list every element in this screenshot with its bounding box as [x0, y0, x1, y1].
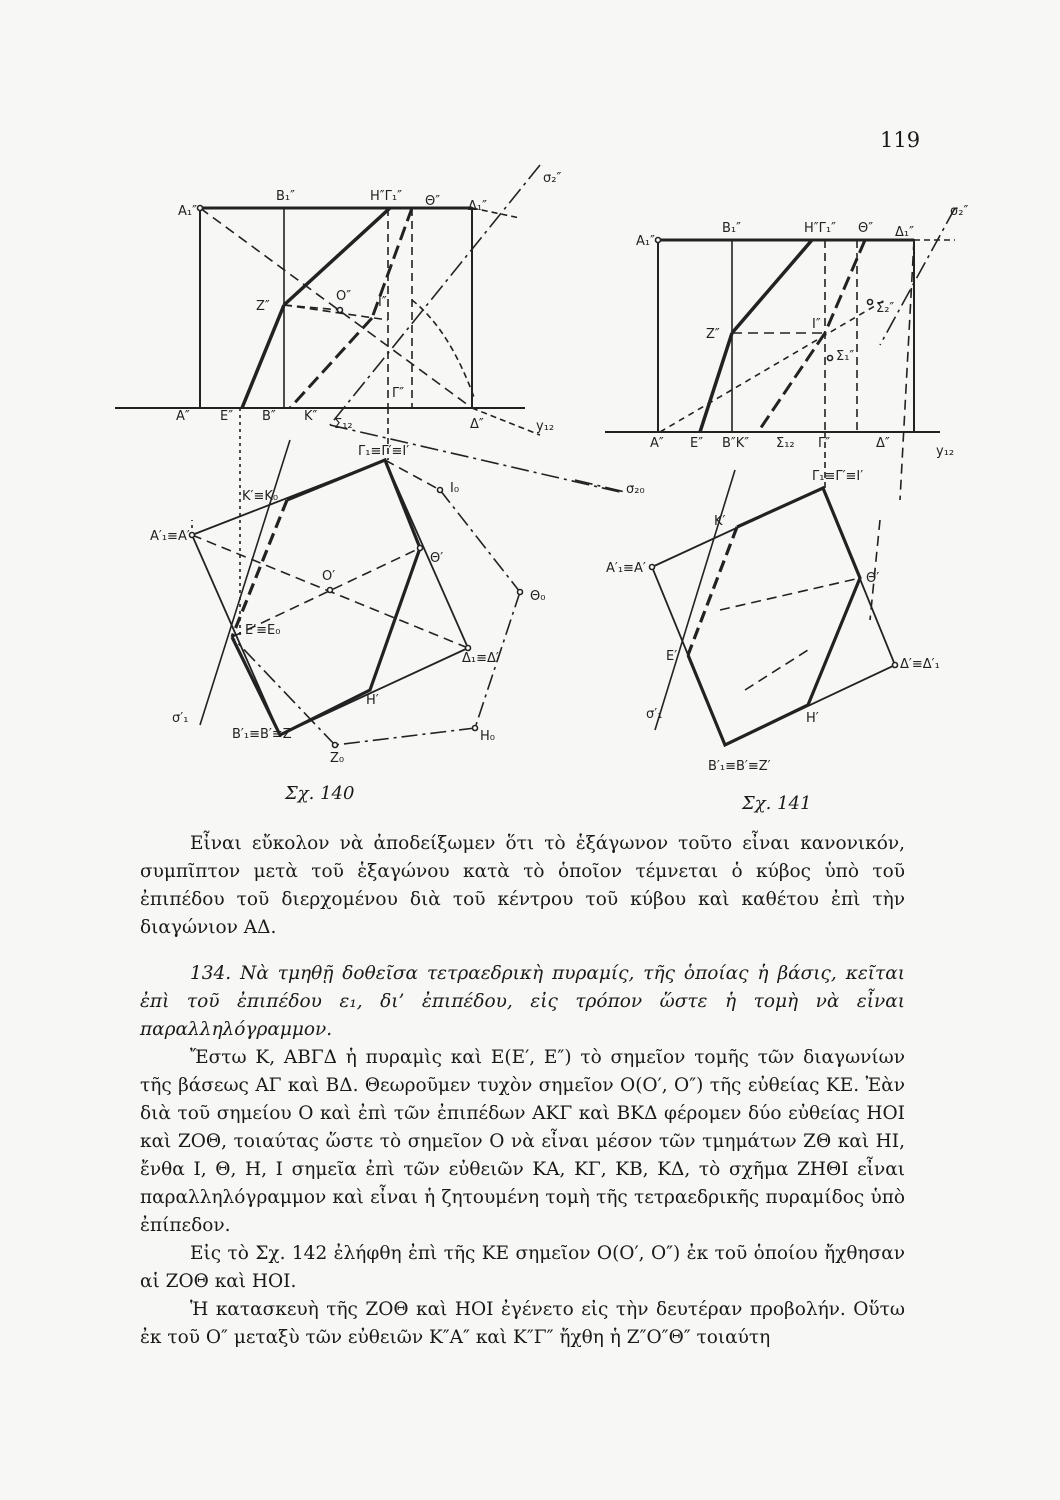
fig141-label: Ε′ [666, 649, 678, 664]
fig140-label: Γ″ [392, 386, 405, 401]
fig140-label: Θ′ [430, 551, 444, 566]
fig140-label: Γ₁≡Γ′≡Ι′ [358, 444, 410, 459]
fig141-label: σ′₁ [646, 707, 663, 722]
fig140-label: Β′₁≡Β′≡Ζ′ [232, 727, 295, 742]
fig141-label: Θ′ [866, 571, 880, 586]
fig140-label: Ζ₀ [330, 751, 345, 766]
fig140-label: Ζ″ [256, 299, 270, 314]
paragraph-1: Εἶναι εὔκολον νὰ ἀποδείξωμεν ὅτι τὸ ἑξάγωνον τοῦτο εἶναι κανονικόν, συμπῖπτον μετὰ τοῦ ἑξαγώνου κατὰ τὸ ὁποῖον τέμνεται ὁ κύβος ὑπὸ τοῦ ἐπιπέδου τοῦ διερχομένου διὰ τοῦ κέντρου τοῦ κύβου καὶ καθέτου ἐπὶ τὴν διαγώνιον ΑΔ. [140, 833, 905, 938]
fig140-label: Δ″ [470, 417, 484, 432]
fig141-label: Κ′ [714, 514, 726, 529]
fig141-label: σ₂″ [950, 204, 969, 219]
figure-140-caption: Σχ. 140 [285, 783, 355, 804]
paragraph-3: Εἰς τὸ Σχ. 142 ἐλήφθη ἐπὶ τῆς ΚΕ σημεῖον Ο(Ο′, Ο″) ἐκ τοῦ ὁποίου ἤχθησαν αἱ ΖΟΘ καὶ ΗΟΙ. [140, 1243, 905, 1292]
fig141-label: Γ₁≡Γ′≡Ι′ [812, 469, 864, 484]
fig141-label: Ι″ [812, 317, 821, 332]
fig141-label: Η″Γ₁″ [804, 221, 836, 236]
fig140-label: B₁″ [276, 189, 295, 204]
fig140-label: Θ″ [425, 194, 441, 209]
fig141-label: Δ₁″ [895, 225, 914, 240]
fig141-label: y₁₂ [936, 444, 955, 459]
fig140-label: A₁″ [178, 204, 197, 219]
fig141-label: B₁″ [722, 221, 741, 236]
fig140-label: Ι₀ [450, 481, 460, 496]
fig140-label: Ο′ [322, 569, 336, 584]
figure-140-labels [150, 171, 645, 766]
fig140-label: Α′₁≡Α′ [150, 529, 190, 544]
fig140-label: Η″Γ₁″ [370, 189, 402, 204]
fig140-label: Β″ [262, 409, 276, 424]
fig140-label: Κ″ [304, 409, 318, 424]
fig140-label: Ε′≡Ε₀ [245, 623, 281, 638]
fig140-label: Η₀ [480, 729, 495, 744]
paragraph-2: Ἔστω Κ, ΑΒΓΔ ἡ πυραμὶς καὶ Ε(Ε′, Ε″) τὸ σημεῖον τομῆς τῶν διαγωνίων τῆς βάσεως ΑΓ καὶ ΒΔ. Θεωροῦμεν τυχὸν σημεῖον Ο(Ο′, Ο″) τῆς εὐθείας ΚΕ. Ἐὰν διὰ τοῦ σημείου Ο καὶ ἐπὶ τῶν ἐπιπέδων ΑΚΓ καὶ ΒΚΔ φέρομεν δύο εὐθείας ΗΟΙ καὶ ΖΟΘ, τοιαύτας ὥστε τὸ σημεῖον Ο νὰ εἶναι μέσον τῶν τμημάτων ΖΘ καὶ ΗΙ, ἔνθα Ι, Θ, Η, Ι σημεῖα ἐπὶ τῶν εὐθειῶν ΚΑ, ΚΓ, ΚΒ, ΚΔ, τὸ σχῆμα ΖΗΘΙ εἶναι παραλληλόγραμμον καὶ εἶναι ἡ ζητουμένη τομὴ τῆς τετραεδρικῆς πυραμίδος ὑπὸ ἐπίπεδον. [140, 1047, 905, 1236]
fig141-label: Η′ [806, 711, 819, 726]
fig141-label: Ε″ [690, 436, 704, 451]
fig141-label: Α′₁≡Α′ [606, 561, 646, 576]
fig141-label: Δ′≡Δ′₁ [900, 657, 940, 672]
fig140-label: Κ′≡Κ₀ [242, 489, 279, 504]
fig141-label: Β′₁≡Β′≡Ζ′ [708, 759, 771, 774]
fig140-label: Ο″ [336, 289, 352, 304]
fig140-label: σ₂″ [543, 171, 562, 186]
body-text [140, 830, 905, 1352]
fig140-label: Α″ [176, 409, 190, 424]
fig140-label: Δ₁≡Δ′ [462, 651, 499, 666]
fig141-label: A₁″ [636, 234, 655, 249]
fig140-label: Δ₁″ [468, 199, 487, 214]
problem-statement [140, 960, 905, 1044]
fig140-label: Σ₁₂ [334, 417, 353, 432]
fig141-label: Δ″ [876, 436, 890, 451]
fig141-label: Ζ″ [706, 327, 720, 342]
fig140-label: Ε″ [220, 409, 234, 424]
fig141-label: Θ″ [858, 221, 874, 236]
problem-text: Νὰ τμηθῇ δοθεῖσα τετραεδρικὴ πυραμίς, τῆς ὁποίας ἡ βάσις, κεῖται ἐπὶ τοῦ ἐπιπέδου ε₁, δι’ ἐπιπέδου, εἰς τρόπον ὥστε ἡ τομὴ νὰ εἶναι παραλληλόγραμμον. [140, 963, 905, 1040]
fig141-label: Σ₁₂ [776, 436, 795, 451]
fig141-label: Γ″ [818, 436, 831, 451]
fig140-label: Ι″ [378, 295, 387, 310]
figure-141-caption: Σχ. 141 [742, 793, 812, 814]
paragraph-4: Ἡ κατασκευὴ τῆς ΖΟΘ καὶ ΗΟΙ ἐγένετο εἰς τὴν δευτέραν προβολήν. Οὕτω ἐκ τοῦ Ο″ μεταξὺ τῶν εὐθειῶν Κ″Α″ καὶ Κ″Γ″ ἤχθη ἡ Ζ″Ο″Θ″ τοιαύτη [140, 1299, 905, 1348]
problem-number: 134. [190, 963, 232, 984]
page-number: 119 [880, 128, 921, 152]
fig141-label: Α″ [650, 436, 664, 451]
fig140-label: y₁₂ [536, 419, 555, 434]
fig141-label: Σ₁″ [836, 349, 855, 364]
fig141-label: Σ₂″ [876, 301, 895, 316]
fig140-label: Θ₀ [530, 589, 546, 604]
fig140-label: σ₂₀ [626, 482, 645, 497]
fig141-label: Β″Κ″ [722, 436, 750, 451]
fig140-label: σ′₁ [172, 711, 189, 726]
fig140-label: Η′ [366, 693, 379, 708]
